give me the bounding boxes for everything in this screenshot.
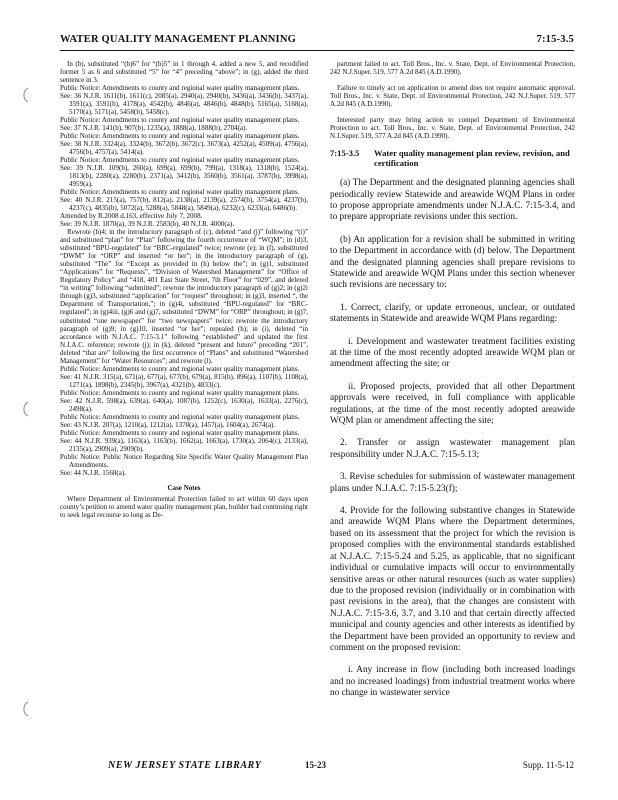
right-column bbox=[330, 60, 575, 711]
header-title: WATER QUALITY MANAGEMENT PLANNING bbox=[60, 34, 296, 45]
running-header bbox=[60, 34, 574, 51]
header-section-number: 7:15-3.5 bbox=[536, 34, 574, 45]
case-note: Interested party may bring action to compel Department of Environmental Protection to act. Toll Bros., Inc. v. State, Dept. of Environmental Protection, 242 N.J.Super. 519, 577 A.2d 845 (A.D.1990). bbox=[330, 116, 575, 141]
history-note: In (b), substituted “(b)6” for “(b)5” in 1 through 4, added a new 5, and recodified former 5 as 6 and substituted “5” for “4” preceding “above”; in (g), added the third sentence in 3. bbox=[60, 60, 308, 85]
rule-paragraph: (a) The Department and the designated planning agencies shall periodically review Statewide and areawide WQM Plans in order to propose appropriate amendments under N.J.A.C. 7:15-3.4, and to prepare appropriate revisions under this section. bbox=[330, 178, 575, 223]
section-heading-number: 7:15-3.5 bbox=[330, 148, 360, 159]
history-note: Public Notice: Public Notice Regarding Site Specific Water Quality Management Plan Amendments. bbox=[60, 452, 308, 469]
rule-paragraph: ii. Proposed projects, provided that all other Department approvals were received, in full compliance with applicable regulations, at the time of the most recently adopted areawide WQM plan or amendment affecting the site; bbox=[330, 381, 575, 427]
history-note: Rewrote (b)4; in the introductory paragraph of (c), deleted “and (j)” following “(i)” and substituted “plan” for “Plan” following the fourth occurrence of “WQM”; in (d)3, substituted “BPU-regulated” for “BRC-regulated” twice; rewrote (e); in (f), substituted “DWM” for “ORP” and inserted “or her”; in the introductory paragraph of (g), substituted “The” for “Except as provided in (h) below the”; in (g)1, substituted “Applications” for “Requests”, “Division of Watershed Management” for “Office of Regulatory Policy” and “418, 401 East State Street, 7th Floor” for “029”, and deleted “in writing” following “submitted”; rewrote the introductory paragraph of (g)2; in (g)2i through (g)3, substituted “application” for “request” throughout; in (g)3, inserted “, the Department of Transportation,”; in (g)4i, substituted “BPU-regulated” for “BRC-regulated”; in (g)4iii, (g)6 and (g)7, substituted “DWM” for “ORP” throughout; in (g)7, substituted “one newspaper” for “two newspapers” twice; rewrote the introductory paragraph of (g)9; in (g)10, inserted “or her”; repealed (h); in (i), deleted “in accordance with N.J.A.C. 7:15-3.1” following “established” and updated the first N.J.A.C. reference; rewrote (j); in (k), deleted “present and future” preceding “201”, deleted “that are” following the first occurrence of “Plans” and substituted “Watershed Management” for “Water Resources”; and rewrote (l). bbox=[60, 228, 308, 365]
supplement-date: Supp. 11-5-12 bbox=[522, 760, 574, 770]
history-note: Public Notice: Amendments to county and regional water quality management plans. bbox=[60, 116, 300, 125]
section-heading bbox=[330, 148, 575, 168]
binder-hole-mark-bottom bbox=[14, 700, 32, 718]
case-notes-continued bbox=[330, 60, 575, 140]
history-note: Public Notice: Amendments to county and regional water quality management plans. bbox=[60, 132, 300, 141]
case-notes-heading: Case Notes bbox=[167, 483, 201, 492]
rule-paragraph: 1. Correct, clarify, or update erroneous, unclear, or outdated statements in Statewide and areawide WQM Plans regarding: bbox=[330, 302, 575, 325]
rule-paragraph: 2. Transfer or assign wastewater management plan responsibility under N.J.A.C. 7:15-5.13; bbox=[330, 438, 575, 460]
binder-hole-mark-middle bbox=[14, 400, 32, 418]
history-note: See: 36 N.J.R. 1611(b), 1611(c), 2085(a), 2940(a), 2940(b), 3436(a), 3436(b), 3437(a), 3591(a), 3591(b), 4178(a), 4542(b), 4846(a), 4846(b), 4848(b), 5165(a), 5168(a), 5170(a), 5171(a), 5458(b), 5458(c). bbox=[60, 92, 308, 117]
history-notes bbox=[60, 60, 308, 477]
history-note: See: 39 N.J.R. 109(b), 260(a), 699(a), 699(b), 799(a), 1318(a), 1318(b), 1524(a), 1813(b), 2280(a), 2280(b), 2371(a), 3412(b), 3560(b), 3561(a), 3787(b), 3998(a), 4959(a). bbox=[60, 164, 308, 189]
history-note: See: 43 N.J.R. 207(a), 1210(a), 1212(a), 1378(a), 1457(a), 1604(a), 2674(a). bbox=[60, 420, 276, 429]
rule-paragraph: i. Any increase in flow (including both increased loadings and no increased loadings) from industrial treatment works where no change in wastewater service bbox=[330, 665, 575, 699]
binder-hole-mark-top bbox=[14, 86, 32, 104]
history-note: Public Notice: Amendments to county and regional water quality management plans. bbox=[60, 412, 300, 421]
section-heading-title: Water quality management plan review, revision, and certification bbox=[374, 148, 570, 169]
page-number: 15-23 bbox=[305, 760, 326, 770]
rule-text bbox=[330, 178, 575, 699]
case-note: partment failed to act. Toll Bros., Inc. v. State, Dept. of Environmental Protection, 242 N.J.Super. 519, 577 A.2d 845 (A.D.1990). bbox=[330, 60, 575, 77]
history-note: See: 38 N.J.R. 3324(a), 3324(b), 3672(b), 3672(c), 3673(a), 4252(a), 4509(a), 4756(a), 4756(b), 4757(a), 5414(a). bbox=[60, 140, 308, 157]
history-note: See: 44 N.J.R. 939(a), 1163(a), 1163(b), 1662(a), 1663(a), 1730(a), 2064(c), 2133(a), 2135(a), 2909(a), 2909(b). bbox=[60, 436, 308, 453]
left-column bbox=[60, 60, 308, 519]
rule-paragraph: 3. Revise schedules for submission of wastewater management plans under N.J.A.C. 7:15-5.23(f); bbox=[330, 472, 575, 494]
page-footer bbox=[60, 760, 574, 776]
history-note: See: 44 N.J.R. 1568(a). bbox=[60, 468, 126, 477]
rule-paragraph: 4. Provide for the following substantive changes in Statewide and areawide WQM Plans where the Department determines, based on its assessment that the project for which the revision is proposed complies with the environmental standards established at N.J.A.C. 7:15-5.24 and 5.25, as applicable, that no significant individual or cumulative impacts will occur to environmentally sensitive areas or other natural resources (such as water supplies) due to the proposed revision (individually or in combination with past revisions in the area), that the changes are consistent with N.J.A.C. 7:15-3.6, 3.7, and 3.10 and that certain directly affected municipal and county agencies and other interests as identified by the Department have been provided an opportunity to review and comment on the proposed revision: bbox=[330, 506, 575, 653]
case-note: Where Department of Environmental Protection failed to act within 60 days upon county’s petition to amend water quality management plan, builder had continuing right to seek legal recourse so long as De- bbox=[60, 494, 308, 519]
history-note: Public Notice: Amendments to county and regional water quality management plans. bbox=[60, 84, 300, 93]
library-stamp: NEW JERSEY STATE LIBRARY bbox=[108, 760, 262, 771]
history-note: See: 42 N.J.R. 598(a), 639(a), 640(a), 1087(b), 1252(c), 1630(a), 1633(a), 2276(c), 2498(a). bbox=[60, 396, 308, 413]
history-note: Public Notice: Amendments to county and regional water quality management plans. bbox=[60, 428, 300, 437]
history-note: See: 40 N.J.R. 215(a), 757(b), 812(a), 2138(a), 2139(a), 2574(b), 3754(a), 4237(b), 4237(c), 4835(b), 5072(a), 5288(a), 5848(a), 5849(a), 6232(c), 6233(a), 6486(b). bbox=[60, 196, 308, 213]
history-note: See: 37 N.J.R. 141(b), 907(b), 1235(a), 1888(a), 1888(b), 2704(a). bbox=[60, 124, 248, 133]
case-note: Failure to timely act on application to amend does not require automatic approval. Toll Bros., Inc. v. State, Dept. of Environmental Protection, 242 N.J.Super. 519, 577 A.2d 845 (A.D.1990). bbox=[330, 84, 575, 109]
history-note: Amended by R.2008 d.163, effective July 7, 2008. bbox=[60, 212, 203, 221]
history-note: See: 41 N.J.R. 315(a), 671(a), 677(a), 677(b), 679(a), 815(b), 896(a), 1107(b), 1108(a), 1271(a), 1898(b), 2345(b), 3967(a), 4321(b), 4833(c). bbox=[60, 372, 308, 389]
history-note: Public Notice: Amendments to county and regional water quality management plans. bbox=[60, 364, 300, 373]
history-note: See: 39 N.J.R. 1870(a), 39 N.J.R. 2583(b), 40 N.J.R. 4000(a). bbox=[60, 220, 235, 229]
rule-paragraph: (b) An application for a revision shall be submitted in writing to the Department in accordance with (d) below. The Department and the designated planning agencies shall prepare revisions to Statewide and areawide WQM Plans under this section whenever such revisions are necessary to: bbox=[330, 234, 575, 291]
rule-paragraph: i. Development and wastewater treatment facilities existing at the time of the most recently adopted areawide WQM plan or amendment affecting the site; or bbox=[330, 336, 575, 370]
history-note: Public Notice: Amendments to county and regional water quality management plans. bbox=[60, 388, 300, 397]
history-note: Public Notice: Amendments to county and regional water quality management plans. bbox=[60, 188, 300, 197]
history-note: Public Notice: Amendments to county and regional water quality management plans. bbox=[60, 156, 300, 165]
